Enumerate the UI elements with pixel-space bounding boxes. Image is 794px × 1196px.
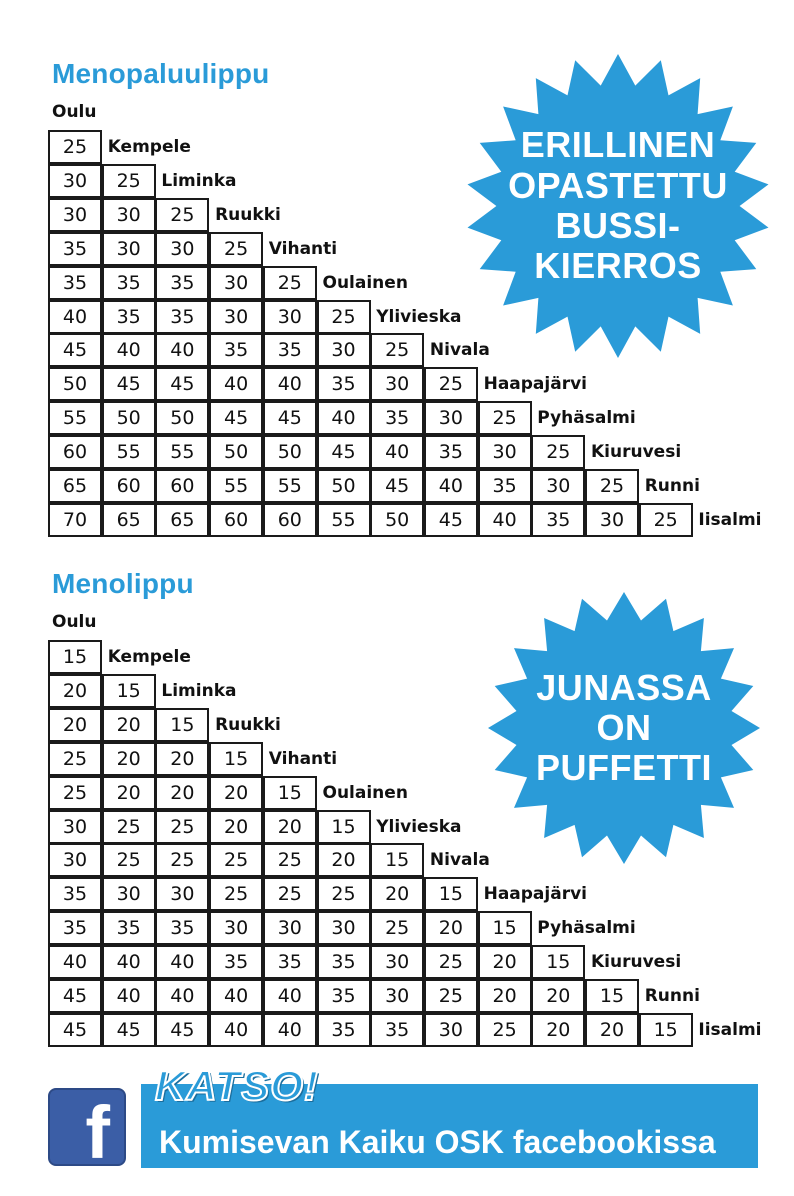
fare-cell: 30 <box>102 198 156 232</box>
fare-cell: 25 <box>478 1013 532 1047</box>
badge-line: ERILLINEN <box>520 124 716 166</box>
fare-cell: 15 <box>424 877 478 911</box>
fare-cell: 25 <box>155 843 209 877</box>
fare-cell: 20 <box>478 945 532 979</box>
fare-cell: 50 <box>317 469 371 503</box>
fare-cell: 20 <box>263 810 317 844</box>
fare-cell: 15 <box>317 810 371 844</box>
fare-cell: 25 <box>478 401 532 435</box>
fare-cell: 35 <box>48 266 102 300</box>
fare-cell: 50 <box>155 401 209 435</box>
stop-label: Oulainen <box>322 782 408 803</box>
section-title-return-ticket: Menopaluulippu <box>52 58 270 89</box>
fare-cell: 40 <box>209 979 263 1013</box>
fare-cell: 30 <box>585 503 639 537</box>
fare-cell: 45 <box>102 1013 156 1047</box>
fare-cell: 30 <box>155 877 209 911</box>
fare-cell: 50 <box>209 435 263 469</box>
origin-label: Oulu <box>52 612 97 632</box>
stop-label: Oulainen <box>322 272 408 293</box>
fare-cell: 50 <box>102 401 156 435</box>
fare-cell: 25 <box>48 742 102 776</box>
fare-cell: 35 <box>48 232 102 266</box>
fare-cell: 30 <box>317 333 371 367</box>
stop-label: Ylivieska <box>376 306 462 327</box>
fare-cell: 25 <box>102 843 156 877</box>
fare-cell: 45 <box>155 1013 209 1047</box>
fare-cell: 60 <box>263 503 317 537</box>
fare-cell: 30 <box>48 843 102 877</box>
buffet-badge-text <box>486 592 762 864</box>
fare-cell: 20 <box>209 810 263 844</box>
stop-label: Kempele <box>107 647 191 667</box>
fare-cell: 35 <box>209 945 263 979</box>
fare-cell: 35 <box>370 1013 424 1047</box>
badge-line: KIERROS <box>534 245 702 287</box>
fare-cell: 20 <box>48 674 102 708</box>
fare-cell: 35 <box>48 911 102 945</box>
stop-label: Kempele <box>107 137 191 157</box>
fare-cell: 30 <box>209 266 263 300</box>
fare-cell: 45 <box>102 367 156 401</box>
stop-label: Ruukki <box>215 714 281 735</box>
fare-cell: 40 <box>317 401 371 435</box>
fare-cell: 45 <box>263 401 317 435</box>
fare-cell: 50 <box>263 435 317 469</box>
fare-cell: 15 <box>102 674 156 708</box>
fare-cell: 25 <box>317 300 371 334</box>
fare-cell: 50 <box>48 367 102 401</box>
fare-cell: 50 <box>370 503 424 537</box>
fare-cell: 20 <box>102 776 156 810</box>
fare-cell: 25 <box>370 333 424 367</box>
fare-cell: 30 <box>48 198 102 232</box>
fare-cell: 30 <box>478 435 532 469</box>
fare-cell: 40 <box>263 979 317 1013</box>
fare-cell: 15 <box>478 911 532 945</box>
fare-cell: 40 <box>155 979 209 1013</box>
fare-cell: 35 <box>317 979 371 1013</box>
fare-cell: 20 <box>478 979 532 1013</box>
stop-label: Kiuruvesi <box>591 952 682 973</box>
fare-cell: 30 <box>48 164 102 198</box>
fare-cell: 55 <box>48 401 102 435</box>
fare-cell: 35 <box>478 469 532 503</box>
fare-cell: 35 <box>263 945 317 979</box>
fare-cell: 30 <box>424 401 478 435</box>
fare-cell: 20 <box>48 708 102 742</box>
badge-line: ON <box>596 706 652 748</box>
fare-cell: 35 <box>155 300 209 334</box>
fare-cell: 35 <box>370 401 424 435</box>
stop-label: Iisalmi <box>698 509 762 530</box>
fare-cell: 30 <box>370 979 424 1013</box>
fare-cell: 25 <box>209 232 263 266</box>
fare-cell: 40 <box>209 367 263 401</box>
stop-label: Iisalmi <box>698 1019 762 1040</box>
fare-cell: 35 <box>102 300 156 334</box>
fare-cell: 40 <box>102 945 156 979</box>
buffet-badge <box>486 592 762 864</box>
fare-cell: 15 <box>585 979 639 1013</box>
stop-label: Haapajärvi <box>483 374 587 395</box>
fare-cell: 40 <box>370 435 424 469</box>
fare-cell: 20 <box>102 708 156 742</box>
fare-cell: 25 <box>209 877 263 911</box>
fare-cell: 40 <box>102 333 156 367</box>
fare-cell: 20 <box>155 742 209 776</box>
fare-cell: 70 <box>48 503 102 537</box>
fare-cell: 30 <box>48 810 102 844</box>
stop-label: Pyhäsalmi <box>537 408 636 429</box>
fare-cell: 30 <box>263 911 317 945</box>
fare-cell: 35 <box>263 333 317 367</box>
fare-cell: 25 <box>102 810 156 844</box>
fare-cell: 55 <box>102 435 156 469</box>
origin-label: Oulu <box>52 102 97 122</box>
fare-cell: 20 <box>317 843 371 877</box>
fare-cell: 25 <box>155 810 209 844</box>
fare-cell: 15 <box>370 843 424 877</box>
fare-cell: 40 <box>478 503 532 537</box>
fare-cell: 45 <box>48 979 102 1013</box>
fare-cell: 40 <box>48 300 102 334</box>
stop-label: Ylivieska <box>376 816 462 837</box>
stop-label: Nivala <box>429 340 490 361</box>
fare-cell: 30 <box>370 367 424 401</box>
fare-cell: 35 <box>102 911 156 945</box>
fare-cell: 30 <box>531 469 585 503</box>
fare-cell: 30 <box>102 232 156 266</box>
section-title-one-way-ticket: Menolippu <box>52 568 194 599</box>
stop-label: Nivala <box>429 850 490 871</box>
fare-cell: 55 <box>155 435 209 469</box>
bus-tour-badge-text <box>462 54 774 358</box>
fare-cell: 55 <box>209 469 263 503</box>
stop-label: Haapajärvi <box>483 884 587 905</box>
fare-cell: 45 <box>317 435 371 469</box>
fare-cell: 40 <box>209 1013 263 1047</box>
stop-label: Liminka <box>161 680 237 701</box>
fare-cell: 25 <box>263 266 317 300</box>
fare-cell: 35 <box>531 503 585 537</box>
fare-cell: 35 <box>317 945 371 979</box>
fare-cell: 15 <box>155 708 209 742</box>
fare-cell: 30 <box>102 877 156 911</box>
fare-cell: 65 <box>155 503 209 537</box>
fare-cell: 35 <box>317 367 371 401</box>
fare-cell: 35 <box>102 266 156 300</box>
fare-cell: 40 <box>424 469 478 503</box>
fare-cell: 45 <box>48 333 102 367</box>
fare-cell: 25 <box>48 776 102 810</box>
badge-line: JUNASSA <box>536 666 712 708</box>
fare-cell: 20 <box>531 1013 585 1047</box>
stop-label: Vihanti <box>268 748 338 769</box>
fare-cell: 15 <box>48 640 102 674</box>
fare-cell: 25 <box>424 979 478 1013</box>
fare-cell: 15 <box>209 742 263 776</box>
fare-cell: 45 <box>209 401 263 435</box>
fare-cell: 35 <box>155 911 209 945</box>
bus-tour-badge <box>462 54 774 358</box>
fare-cell: 45 <box>155 367 209 401</box>
fare-cell: 25 <box>102 164 156 198</box>
banner-text: Kumisevan Kaiku OSK facebookissa <box>159 1124 716 1160</box>
fare-cell: 35 <box>209 333 263 367</box>
fare-cell: 25 <box>531 435 585 469</box>
fare-cell: 20 <box>531 979 585 1013</box>
fare-cell: 30 <box>209 911 263 945</box>
fare-cell: 20 <box>155 776 209 810</box>
fare-cell: 35 <box>317 1013 371 1047</box>
fare-cell: 40 <box>102 979 156 1013</box>
fare-cell: 30 <box>370 945 424 979</box>
fare-cell: 55 <box>263 469 317 503</box>
fare-cell: 20 <box>209 776 263 810</box>
fare-cell: 40 <box>155 945 209 979</box>
stop-label: Vihanti <box>268 238 338 259</box>
fare-cell: 60 <box>102 469 156 503</box>
facebook-icon[interactable]: f <box>48 1088 126 1166</box>
fare-cell: 30 <box>155 232 209 266</box>
fare-cell: 30 <box>263 300 317 334</box>
fare-cell: 45 <box>48 1013 102 1047</box>
fare-cell: 65 <box>48 469 102 503</box>
fare-cell: 45 <box>424 503 478 537</box>
fare-cell: 20 <box>370 877 424 911</box>
stop-label: Pyhäsalmi <box>537 918 636 939</box>
fare-cell: 15 <box>263 776 317 810</box>
fare-cell: 15 <box>531 945 585 979</box>
badge-line: BUSSI- <box>555 205 681 246</box>
fare-cell: 30 <box>424 1013 478 1047</box>
fare-cell: 25 <box>263 877 317 911</box>
stop-label: Runni <box>644 986 700 1006</box>
fare-cell: 25 <box>585 469 639 503</box>
fare-cell: 25 <box>639 503 693 537</box>
stop-label: Ruukki <box>215 204 281 225</box>
fare-cell: 20 <box>102 742 156 776</box>
fare-cell: 25 <box>424 945 478 979</box>
badge-line: OPASTETTU <box>508 164 728 206</box>
stop-label: Runni <box>644 476 700 496</box>
stop-label: Liminka <box>161 170 237 191</box>
fare-cell: 30 <box>209 300 263 334</box>
fare-cell: 40 <box>263 367 317 401</box>
fare-cell: 60 <box>155 469 209 503</box>
fare-cell: 35 <box>155 266 209 300</box>
fare-cell: 25 <box>263 843 317 877</box>
facebook-banner[interactable] <box>141 1062 758 1168</box>
fare-cell: 65 <box>102 503 156 537</box>
fare-cell: 60 <box>48 435 102 469</box>
fare-cell: 40 <box>263 1013 317 1047</box>
fare-cell: 20 <box>585 1013 639 1047</box>
fare-cell: 25 <box>370 911 424 945</box>
fare-cell: 45 <box>370 469 424 503</box>
fare-cell: 15 <box>639 1013 693 1047</box>
fare-cell: 25 <box>424 367 478 401</box>
fare-cell: 25 <box>155 198 209 232</box>
fare-cell: 25 <box>317 877 371 911</box>
banner-heading: KATSO! <box>155 1062 319 1109</box>
fare-cell: 30 <box>317 911 371 945</box>
fare-cell: 60 <box>209 503 263 537</box>
fare-cell: 35 <box>424 435 478 469</box>
fare-cell: 55 <box>317 503 371 537</box>
badge-line: PUFFETTI <box>536 747 712 789</box>
fare-cell: 35 <box>48 877 102 911</box>
fare-cell: 20 <box>424 911 478 945</box>
fare-cell: 25 <box>48 130 102 164</box>
fare-cell: 40 <box>155 333 209 367</box>
fare-cell: 40 <box>48 945 102 979</box>
fare-cell: 25 <box>209 843 263 877</box>
stop-label: Kiuruvesi <box>591 442 682 463</box>
